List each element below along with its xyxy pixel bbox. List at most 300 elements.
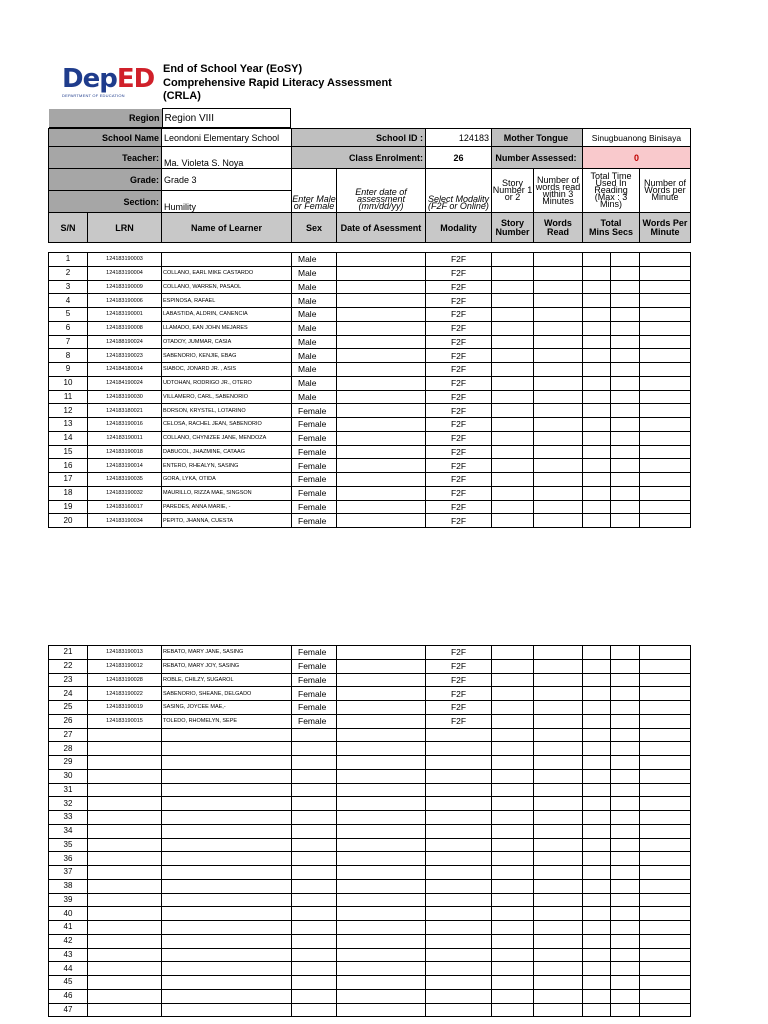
row-name[interactable] <box>162 921 292 935</box>
row-wpm[interactable] <box>640 418 691 432</box>
row-mins[interactable] <box>583 934 611 948</box>
row-lrn[interactable]: 124183190019 <box>88 701 162 715</box>
row-mins[interactable] <box>583 866 611 880</box>
row-words[interactable] <box>534 294 583 308</box>
row-words[interactable] <box>534 1003 583 1017</box>
row-name[interactable]: COLLANO, EARL MIKE CASTARDO <box>162 266 292 280</box>
row-mins[interactable] <box>583 852 611 866</box>
row-mins[interactable] <box>583 714 611 728</box>
row-wpm[interactable] <box>640 390 691 404</box>
row-words[interactable] <box>534 976 583 990</box>
row-story[interactable] <box>492 294 534 308</box>
row-date[interactable] <box>337 687 426 701</box>
row-secs[interactable] <box>611 294 640 308</box>
row-mins[interactable] <box>583 473 611 487</box>
row-story[interactable] <box>492 646 534 660</box>
row-mins[interactable] <box>583 646 611 660</box>
row-sex[interactable] <box>292 866 337 880</box>
row-modality[interactable]: F2F <box>426 349 492 363</box>
row-mins[interactable] <box>583 962 611 976</box>
row-name[interactable] <box>162 866 292 880</box>
row-name[interactable]: SABENORIO, SHEANE, DELGADO <box>162 687 292 701</box>
region-value[interactable]: Region VIII <box>162 109 291 128</box>
row-secs[interactable] <box>611 321 640 335</box>
row-words[interactable] <box>534 418 583 432</box>
row-sex[interactable] <box>292 728 337 742</box>
row-lrn[interactable]: 124184190024 <box>88 376 162 390</box>
row-wpm[interactable] <box>640 473 691 487</box>
row-story[interactable] <box>492 811 534 825</box>
row-words[interactable] <box>534 783 583 797</box>
row-date[interactable] <box>337 445 426 459</box>
row-wpm[interactable] <box>640 797 691 811</box>
row-secs[interactable] <box>611 500 640 514</box>
row-mins[interactable] <box>583 418 611 432</box>
row-sex[interactable]: Female <box>292 473 337 487</box>
row-lrn[interactable] <box>88 769 162 783</box>
row-modality[interactable] <box>426 742 492 756</box>
row-story[interactable] <box>492 659 534 673</box>
row-modality[interactable] <box>426 852 492 866</box>
row-date[interactable] <box>337 294 426 308</box>
row-story[interactable] <box>492 376 534 390</box>
row-date[interactable] <box>337 769 426 783</box>
row-date[interactable] <box>337 473 426 487</box>
row-name[interactable]: DABUCOL, JHAZMINE, CATAAG <box>162 445 292 459</box>
row-secs[interactable] <box>611 838 640 852</box>
section-value[interactable]: Humility <box>162 191 292 213</box>
row-lrn[interactable] <box>88 934 162 948</box>
row-story[interactable] <box>492 701 534 715</box>
row-name[interactable] <box>162 742 292 756</box>
row-date[interactable] <box>337 989 426 1003</box>
row-date[interactable] <box>337 976 426 990</box>
row-lrn[interactable] <box>88 948 162 962</box>
mother-tongue-value[interactable]: Sinugbuanong Binisaya <box>582 129 690 147</box>
row-words[interactable] <box>534 879 583 893</box>
row-words[interactable] <box>534 989 583 1003</box>
row-date[interactable] <box>337 646 426 660</box>
row-name[interactable]: COLLANO, WARREN, PASAOL <box>162 280 292 294</box>
row-mins[interactable] <box>583 335 611 349</box>
row-wpm[interactable] <box>640 486 691 500</box>
row-wpm[interactable] <box>640 404 691 418</box>
row-wpm[interactable] <box>640 646 691 660</box>
row-secs[interactable] <box>611 473 640 487</box>
row-modality[interactable] <box>426 989 492 1003</box>
row-sex[interactable]: Female <box>292 687 337 701</box>
row-sex[interactable]: Female <box>292 714 337 728</box>
row-mins[interactable] <box>583 756 611 770</box>
row-mins[interactable] <box>583 486 611 500</box>
row-mins[interactable] <box>583 673 611 687</box>
row-wpm[interactable] <box>640 838 691 852</box>
row-mins[interactable] <box>583 728 611 742</box>
row-wpm[interactable] <box>640 308 691 322</box>
row-mins[interactable] <box>583 893 611 907</box>
row-lrn[interactable]: 124183190006 <box>88 294 162 308</box>
row-modality[interactable]: F2F <box>426 294 492 308</box>
row-modality[interactable]: F2F <box>426 266 492 280</box>
row-sex[interactable] <box>292 907 337 921</box>
row-name[interactable] <box>162 893 292 907</box>
row-wpm[interactable] <box>640 769 691 783</box>
row-lrn[interactable] <box>88 866 162 880</box>
row-wpm[interactable] <box>640 431 691 445</box>
row-secs[interactable] <box>611 404 640 418</box>
row-lrn[interactable]: 124183190018 <box>88 445 162 459</box>
row-mins[interactable] <box>583 376 611 390</box>
row-words[interactable] <box>534 701 583 715</box>
row-secs[interactable] <box>611 390 640 404</box>
row-lrn[interactable]: 124183190015 <box>88 714 162 728</box>
row-lrn[interactable]: 124183190022 <box>88 687 162 701</box>
row-words[interactable] <box>534 921 583 935</box>
row-modality[interactable] <box>426 838 492 852</box>
row-secs[interactable] <box>611 756 640 770</box>
row-lrn[interactable] <box>88 838 162 852</box>
row-story[interactable] <box>492 714 534 728</box>
row-secs[interactable] <box>611 646 640 660</box>
row-mins[interactable] <box>583 783 611 797</box>
row-story[interactable] <box>492 445 534 459</box>
row-words[interactable] <box>534 742 583 756</box>
row-secs[interactable] <box>611 893 640 907</box>
row-date[interactable] <box>337 514 426 528</box>
row-story[interactable] <box>492 418 534 432</box>
row-story[interactable] <box>492 280 534 294</box>
row-lrn[interactable]: 124183160017 <box>88 500 162 514</box>
row-modality[interactable]: F2F <box>426 280 492 294</box>
row-wpm[interactable] <box>640 852 691 866</box>
row-name[interactable] <box>162 769 292 783</box>
row-wpm[interactable] <box>640 879 691 893</box>
row-name[interactable] <box>162 976 292 990</box>
row-name[interactable] <box>162 824 292 838</box>
row-wpm[interactable] <box>640 294 691 308</box>
row-date[interactable] <box>337 321 426 335</box>
row-modality[interactable]: F2F <box>426 514 492 528</box>
school-name-value[interactable]: Leondoni Elementary School <box>162 129 292 147</box>
row-mins[interactable] <box>583 701 611 715</box>
row-modality[interactable] <box>426 866 492 880</box>
row-date[interactable] <box>337 742 426 756</box>
row-secs[interactable] <box>611 728 640 742</box>
row-story[interactable] <box>492 907 534 921</box>
row-wpm[interactable] <box>640 811 691 825</box>
row-date[interactable] <box>337 335 426 349</box>
row-words[interactable] <box>534 811 583 825</box>
row-modality[interactable] <box>426 769 492 783</box>
row-lrn[interactable]: 124183190013 <box>88 646 162 660</box>
row-wpm[interactable] <box>640 280 691 294</box>
row-modality[interactable] <box>426 811 492 825</box>
row-wpm[interactable] <box>640 687 691 701</box>
row-modality[interactable]: F2F <box>426 376 492 390</box>
row-date[interactable] <box>337 921 426 935</box>
row-name[interactable]: REBATO, MARY JOY, SASING <box>162 659 292 673</box>
row-mins[interactable] <box>583 824 611 838</box>
row-name[interactable]: ROBLE, CHILZY, SUGAROL <box>162 673 292 687</box>
row-wpm[interactable] <box>640 376 691 390</box>
row-modality[interactable]: F2F <box>426 321 492 335</box>
row-lrn[interactable] <box>88 989 162 1003</box>
row-lrn[interactable] <box>88 879 162 893</box>
row-modality[interactable]: F2F <box>426 335 492 349</box>
row-sex[interactable]: Male <box>292 349 337 363</box>
row-sex[interactable]: Male <box>292 280 337 294</box>
row-sex[interactable]: Female <box>292 445 337 459</box>
row-words[interactable] <box>534 659 583 673</box>
row-lrn[interactable] <box>88 728 162 742</box>
row-wpm[interactable] <box>640 989 691 1003</box>
row-lrn[interactable] <box>88 1003 162 1017</box>
row-name[interactable]: PEPITO, JHANNA, CUESTA <box>162 514 292 528</box>
row-mins[interactable] <box>583 294 611 308</box>
row-lrn[interactable]: 124183190032 <box>88 486 162 500</box>
row-lrn[interactable] <box>88 893 162 907</box>
row-mins[interactable] <box>583 445 611 459</box>
row-story[interactable] <box>492 308 534 322</box>
row-secs[interactable] <box>611 673 640 687</box>
row-name[interactable]: PAREDES, ANNA MARIE, - <box>162 500 292 514</box>
row-wpm[interactable] <box>640 824 691 838</box>
school-id-value[interactable]: 124183 <box>425 129 491 147</box>
row-lrn[interactable]: 124183190003 <box>88 253 162 267</box>
row-sex[interactable] <box>292 811 337 825</box>
row-date[interactable] <box>337 659 426 673</box>
row-sex[interactable]: Female <box>292 486 337 500</box>
row-secs[interactable] <box>611 376 640 390</box>
row-secs[interactable] <box>611 253 640 267</box>
row-story[interactable] <box>492 893 534 907</box>
row-words[interactable] <box>534 280 583 294</box>
row-sex[interactable]: Male <box>292 253 337 267</box>
row-sex[interactable] <box>292 838 337 852</box>
row-name[interactable] <box>162 962 292 976</box>
row-story[interactable] <box>492 500 534 514</box>
row-story[interactable] <box>492 335 534 349</box>
row-modality[interactable] <box>426 948 492 962</box>
row-date[interactable] <box>337 280 426 294</box>
row-modality[interactable] <box>426 934 492 948</box>
row-lrn[interactable] <box>88 852 162 866</box>
row-sex[interactable] <box>292 756 337 770</box>
row-sex[interactable] <box>292 934 337 948</box>
row-date[interactable] <box>337 948 426 962</box>
row-secs[interactable] <box>611 934 640 948</box>
row-sex[interactable]: Male <box>292 308 337 322</box>
row-mins[interactable] <box>583 404 611 418</box>
row-words[interactable] <box>534 934 583 948</box>
row-story[interactable] <box>492 673 534 687</box>
row-date[interactable] <box>337 390 426 404</box>
row-story[interactable] <box>492 866 534 880</box>
row-words[interactable] <box>534 459 583 473</box>
row-story[interactable] <box>492 783 534 797</box>
row-secs[interactable] <box>611 659 640 673</box>
row-date[interactable] <box>337 907 426 921</box>
row-date[interactable] <box>337 756 426 770</box>
row-story[interactable] <box>492 934 534 948</box>
row-story[interactable] <box>492 253 534 267</box>
row-sex[interactable] <box>292 989 337 1003</box>
row-story[interactable] <box>492 769 534 783</box>
row-lrn[interactable]: 124183190009 <box>88 280 162 294</box>
row-name[interactable] <box>162 1003 292 1017</box>
row-name[interactable] <box>162 907 292 921</box>
row-words[interactable] <box>534 390 583 404</box>
row-lrn[interactable] <box>88 962 162 976</box>
row-words[interactable] <box>534 349 583 363</box>
row-words[interactable] <box>534 893 583 907</box>
row-secs[interactable] <box>611 976 640 990</box>
row-date[interactable] <box>337 459 426 473</box>
row-mins[interactable] <box>583 921 611 935</box>
row-name[interactable]: BORSON, KRYSTEL, LOTARINO <box>162 404 292 418</box>
row-name[interactable] <box>162 783 292 797</box>
row-lrn[interactable]: 124183190011 <box>88 431 162 445</box>
row-words[interactable] <box>534 714 583 728</box>
row-name[interactable]: COLLANO, CHYNIZEE JANE, MENDOZA <box>162 431 292 445</box>
row-words[interactable] <box>534 431 583 445</box>
row-name[interactable] <box>162 879 292 893</box>
row-mins[interactable] <box>583 879 611 893</box>
row-modality[interactable] <box>426 1003 492 1017</box>
row-secs[interactable] <box>611 948 640 962</box>
row-secs[interactable] <box>611 989 640 1003</box>
row-wpm[interactable] <box>640 893 691 907</box>
row-wpm[interactable] <box>640 459 691 473</box>
row-modality[interactable]: F2F <box>426 714 492 728</box>
row-lrn[interactable]: 124183190030 <box>88 390 162 404</box>
row-lrn[interactable] <box>88 811 162 825</box>
row-date[interactable] <box>337 418 426 432</box>
row-secs[interactable] <box>611 714 640 728</box>
row-wpm[interactable] <box>640 349 691 363</box>
row-mins[interactable] <box>583 811 611 825</box>
row-name[interactable] <box>162 989 292 1003</box>
row-modality[interactable] <box>426 824 492 838</box>
row-lrn[interactable]: 124184180014 <box>88 363 162 377</box>
row-sex[interactable]: Female <box>292 659 337 673</box>
row-mins[interactable] <box>583 253 611 267</box>
row-mins[interactable] <box>583 797 611 811</box>
row-story[interactable] <box>492 797 534 811</box>
row-words[interactable] <box>534 486 583 500</box>
row-modality[interactable] <box>426 907 492 921</box>
row-date[interactable] <box>337 893 426 907</box>
row-words[interactable] <box>534 962 583 976</box>
row-words[interactable] <box>534 756 583 770</box>
row-words[interactable] <box>534 266 583 280</box>
row-wpm[interactable] <box>640 934 691 948</box>
row-secs[interactable] <box>611 1003 640 1017</box>
row-words[interactable] <box>534 646 583 660</box>
row-name[interactable]: MAURILLO, RIZZA MAE, SINGSON <box>162 486 292 500</box>
row-wpm[interactable] <box>640 321 691 335</box>
row-words[interactable] <box>534 907 583 921</box>
row-words[interactable] <box>534 769 583 783</box>
row-date[interactable] <box>337 728 426 742</box>
row-date[interactable] <box>337 783 426 797</box>
class-enrolment-value[interactable]: 26 <box>425 147 491 169</box>
row-wpm[interactable] <box>640 1003 691 1017</box>
row-name[interactable] <box>162 852 292 866</box>
row-date[interactable] <box>337 879 426 893</box>
row-story[interactable] <box>492 266 534 280</box>
row-secs[interactable] <box>611 824 640 838</box>
row-secs[interactable] <box>611 907 640 921</box>
row-secs[interactable] <box>611 459 640 473</box>
row-story[interactable] <box>492 390 534 404</box>
row-story[interactable] <box>492 728 534 742</box>
row-name[interactable] <box>162 934 292 948</box>
row-secs[interactable] <box>611 701 640 715</box>
row-sex[interactable]: Female <box>292 459 337 473</box>
row-lrn[interactable]: 124183190023 <box>88 349 162 363</box>
row-story[interactable] <box>492 976 534 990</box>
row-wpm[interactable] <box>640 500 691 514</box>
row-modality[interactable]: F2F <box>426 253 492 267</box>
row-words[interactable] <box>534 253 583 267</box>
row-lrn[interactable]: 124183190001 <box>88 308 162 322</box>
row-date[interactable] <box>337 701 426 715</box>
row-lrn[interactable]: 124183190028 <box>88 673 162 687</box>
row-secs[interactable] <box>611 445 640 459</box>
row-words[interactable] <box>534 363 583 377</box>
row-modality[interactable]: F2F <box>426 486 492 500</box>
row-sex[interactable] <box>292 948 337 962</box>
row-secs[interactable] <box>611 335 640 349</box>
row-mins[interactable] <box>583 349 611 363</box>
row-wpm[interactable] <box>640 976 691 990</box>
row-name[interactable]: ENTERO, RHEALYN, SASING <box>162 459 292 473</box>
row-lrn[interactable]: 124183190034 <box>88 514 162 528</box>
row-modality[interactable] <box>426 797 492 811</box>
row-sex[interactable] <box>292 921 337 935</box>
row-secs[interactable] <box>611 514 640 528</box>
row-story[interactable] <box>492 921 534 935</box>
row-story[interactable] <box>492 321 534 335</box>
row-mins[interactable] <box>583 514 611 528</box>
row-secs[interactable] <box>611 811 640 825</box>
row-date[interactable] <box>337 852 426 866</box>
row-wpm[interactable] <box>640 907 691 921</box>
row-mins[interactable] <box>583 390 611 404</box>
row-lrn[interactable]: 124183190035 <box>88 473 162 487</box>
row-secs[interactable] <box>611 921 640 935</box>
row-secs[interactable] <box>611 486 640 500</box>
row-lrn[interactable] <box>88 742 162 756</box>
row-mins[interactable] <box>583 500 611 514</box>
row-mins[interactable] <box>583 976 611 990</box>
row-wpm[interactable] <box>640 266 691 280</box>
row-mins[interactable] <box>583 431 611 445</box>
row-sex[interactable]: Male <box>292 266 337 280</box>
row-modality[interactable]: F2F <box>426 390 492 404</box>
row-sex[interactable] <box>292 824 337 838</box>
row-words[interactable] <box>534 673 583 687</box>
row-words[interactable] <box>534 852 583 866</box>
row-story[interactable] <box>492 431 534 445</box>
row-lrn[interactable] <box>88 824 162 838</box>
row-sex[interactable]: Male <box>292 390 337 404</box>
row-date[interactable] <box>337 486 426 500</box>
row-words[interactable] <box>534 824 583 838</box>
row-name[interactable]: LABASTIDA, ALDRIN, CANENCIA <box>162 308 292 322</box>
row-sex[interactable] <box>292 1003 337 1017</box>
